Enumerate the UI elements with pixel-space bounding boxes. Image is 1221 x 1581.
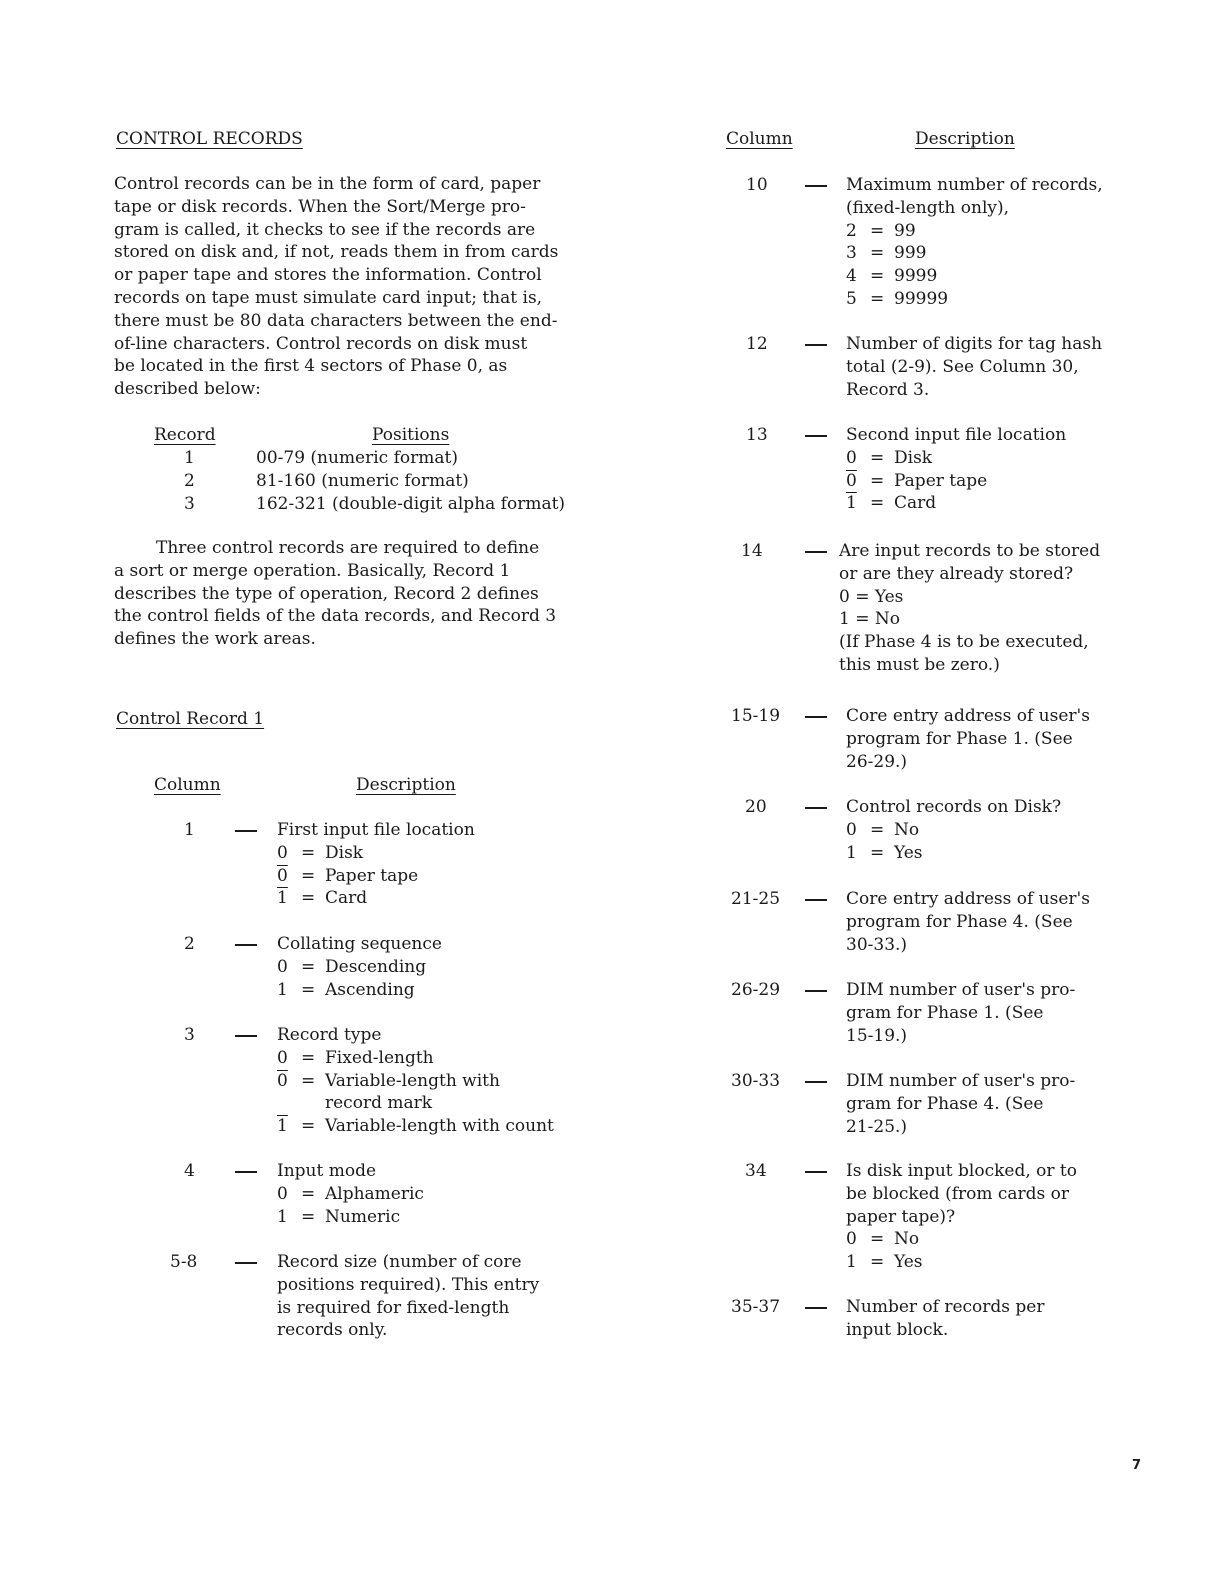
option-value: Alphameric [325,1183,424,1204]
summary-line: describes the type of operation, Record 2 defines [114,583,539,604]
description-line: be blocked (from cards or [846,1183,1070,1204]
description-line: positions required). This entry [277,1274,540,1295]
entry-column: 26-29 [731,980,781,1000]
right-description-header: Description [915,129,1015,149]
summary-paragraph [114,537,556,651]
option-code: 3 [846,243,857,264]
entry-description [277,1160,424,1228]
option-value: Descending [325,956,427,977]
entry-description [846,1296,1045,1342]
entry-column: 20 [745,797,767,817]
entry-description [846,174,1103,311]
description-line: Number of digits for tag hash [846,334,1103,354]
record-number: 1 [184,448,195,468]
option-value: Card [325,888,368,909]
record-number: 2 [184,471,195,491]
record-number: 3 [184,494,195,514]
option-row: 1 = Yes [846,842,923,863]
option-row: 1 = Ascending [277,979,415,1000]
option-row: 4 = 9999 [846,266,938,287]
description-line: gram for Phase 4. (See [846,1093,1044,1114]
option-row: 3 = 999 [846,243,927,264]
option-row: 0 = Paper tape [277,865,419,886]
entry-column: 3 [184,1025,195,1045]
entry-description [846,888,1090,956]
option-row: 0 = Fixed-length [277,1047,434,1068]
em-dash [805,551,827,553]
em-dash [805,344,827,346]
description-line: Record size (number of core [277,1252,522,1272]
description-line: Collating sequence [277,934,442,954]
entry-column: 1 [184,820,195,840]
option-row: 1 = Variable-length with count [277,1116,554,1137]
option-value: Disk [325,842,364,863]
option-row: 2 = 99 [846,220,916,241]
option-value: Yes [894,1252,923,1273]
description-line: Number of records per [846,1297,1045,1317]
option-value: Card [894,493,937,514]
entry-column: 30-33 [731,1071,781,1091]
entry-column: 21-25 [731,889,781,909]
entry-description [277,1024,554,1138]
option-code: 2 [846,220,857,241]
entry-description [277,819,475,910]
option-code: 1 [277,888,288,909]
option-code: 0 [277,1070,288,1091]
option-value: Fixed-length [325,1047,434,1068]
entry-description [846,979,1075,1047]
option-row [277,1092,554,1115]
description-line: 26-29.) [846,751,908,772]
description-line: 21-25.) [846,1116,908,1137]
em-dash [805,435,827,437]
description-line: Record 3. [846,379,930,400]
intro-line: records on tape must simulate card input; that is, [114,287,543,308]
option-value: No [894,1229,920,1250]
description-line: paper tape)? [846,1206,956,1227]
entry-description [846,1160,1077,1274]
option-row: 0 = Paper tape [846,470,988,491]
option-value: 999 [894,243,927,264]
description-line: 30-33.) [846,934,908,955]
entry-column: 14 [741,541,763,561]
option-code: 1 [277,1206,288,1227]
option-value: record mark [325,1093,433,1114]
em-dash [235,944,257,946]
description-line: this must be zero.) [839,654,1000,675]
description-line: Core entry address of user's [846,706,1090,726]
option-row: 1 = Card [846,493,937,514]
option-row: 0 = Alphameric [277,1183,424,1204]
description-line: First input file location [277,820,475,840]
option-code: 1 [277,979,288,1000]
intro-line: Control records can be in the form of card, paper [114,174,541,194]
description-line: is required for fixed-length [277,1297,510,1318]
option-value: 9999 [894,266,938,287]
entry-column: 10 [746,175,768,195]
em-dash [805,899,827,901]
page-number: 7 [1132,1458,1142,1473]
option-code: 1 [846,493,857,514]
option-value: Ascending [325,979,415,1000]
left-description-header: Description [356,775,456,795]
intro-line: gram is called, it checks to see if the records are [114,219,536,240]
option-code: 5 [846,288,857,309]
summary-line: the control fields of the data records, and Record 3 [114,606,557,627]
option-row: 0 = Variable-length with [277,1070,500,1091]
option-row: 0 = Disk [846,447,933,468]
entry-description [846,1070,1075,1138]
description-line: Are input records to be stored [839,541,1101,561]
option-row: 5 = 99999 [846,288,949,309]
em-dash [805,990,827,992]
option-value: Disk [894,447,933,468]
em-dash [235,830,257,832]
option-value: 99 [894,220,916,241]
option-row: 1 = Yes [846,1252,923,1273]
description-line: (fixed-length only), [846,197,1010,218]
intro-line: tape or disk records. When the Sort/Merge pro- [114,196,526,217]
summary-line: Three control records are required to define [156,538,540,558]
intro-line: be located in the first 4 sectors of Phase 0, as [114,356,508,377]
description-line: Control records on Disk? [846,797,1062,817]
entry-column: 4 [184,1161,195,1181]
entry-description [277,933,442,1001]
entry-column: 13 [746,425,768,445]
em-dash [235,1035,257,1037]
record-positions: 81-160 (numeric format) [256,471,469,491]
description-line: Record type [277,1025,382,1045]
option-code [277,1092,301,1115]
intro-line: stored on disk and, if not, reads them in from cards [114,242,559,263]
description-line: 15-19.) [846,1025,908,1046]
option-code: 0 [846,447,857,468]
em-dash [235,1262,257,1264]
option-value: 99999 [894,288,949,309]
entry-description [846,705,1090,773]
option-code: 0 [846,470,857,491]
description-line: 0 = Yes [839,586,904,607]
option-code: 4 [846,266,857,287]
description-line: Is disk input blocked, or to [846,1161,1078,1181]
left-column-header: Column [154,775,221,795]
entry-description [846,424,1066,515]
option-value: Variable-length with [325,1070,500,1091]
description-line: Input mode [277,1161,377,1181]
description-line: Core entry address of user's [846,889,1090,909]
option-row: 0 = No [846,819,920,840]
em-dash [805,807,827,809]
option-code: 0 [846,819,857,840]
subsection-title: Control Record 1 [116,709,265,729]
description-line: DIM number of user's pro- [846,980,1076,1000]
option-value: Yes [894,842,923,863]
description-line: program for Phase 4. (See [846,911,1073,932]
entry-description [839,540,1100,677]
intro-line: described below: [114,379,261,400]
description-line: or are they already stored? [839,563,1074,584]
option-code: 1 [846,842,857,863]
description-line: Maximum number of records, [846,175,1103,195]
entry-column: 35-37 [731,1297,781,1317]
record-table-header-record: Record [154,425,216,445]
summary-line: defines the work areas. [114,629,316,650]
option-code: 0 [277,842,288,863]
entry-description [846,796,1061,864]
description-line: gram for Phase 1. (See [846,1002,1044,1023]
record-positions: 162-321 (double-digit alpha format) [256,494,566,514]
description-line: DIM number of user's pro- [846,1071,1076,1091]
record-table-header-positions: Positions [372,425,450,445]
entry-column: 34 [745,1161,767,1181]
em-dash [805,185,827,187]
em-dash [805,1171,827,1173]
option-code: 1 [846,1252,857,1273]
option-row: 1 = Numeric [277,1206,401,1227]
entry-column: 5-8 [170,1252,198,1272]
entry-column: 12 [746,334,768,354]
em-dash [805,1081,827,1083]
intro-line: of-line characters. Control records on disk must [114,333,528,354]
option-code: 1 [277,1116,288,1137]
option-code: 0 [846,1229,857,1250]
entry-column: 2 [184,934,195,954]
section-title: CONTROL RECORDS [116,129,303,149]
description-line: 1 = No [839,609,900,630]
intro-line: or paper tape and stores the information. Control [114,265,542,286]
description-line: records only. [277,1320,388,1341]
option-row: 0 = Descending [277,956,427,977]
entry-description [846,333,1102,401]
em-dash [805,1307,827,1309]
intro-paragraph [114,173,558,401]
option-row: 0 = No [846,1229,920,1250]
summary-line: a sort or merge operation. Basically, Record 1 [114,560,511,581]
description-line: Second input file location [846,425,1067,445]
description-line: input block. [846,1319,949,1340]
option-value: Numeric [325,1206,401,1227]
option-code: 0 [277,956,288,977]
option-value: Paper tape [325,865,419,886]
intro-line: there must be 80 data characters between the end- [114,310,558,331]
option-code: 0 [277,865,288,886]
right-column-header: Column [726,129,793,149]
option-code: 0 [277,1047,288,1068]
entry-column: 15-19 [731,706,781,726]
em-dash [235,1171,257,1173]
record-positions: 00-79 (numeric format) [256,448,458,468]
description-line: (If Phase 4 is to be executed, [839,632,1089,653]
option-value: No [894,819,920,840]
option-row: 1 = Card [277,888,368,909]
option-row: 0 = Disk [277,842,364,863]
option-value: Variable-length with count [325,1116,554,1137]
entry-description [277,1251,539,1342]
description-line: program for Phase 1. (See [846,728,1073,749]
description-line: total (2-9). See Column 30, [846,356,1079,377]
option-code: 0 [277,1183,288,1204]
option-value: Paper tape [894,470,988,491]
em-dash [805,716,827,718]
